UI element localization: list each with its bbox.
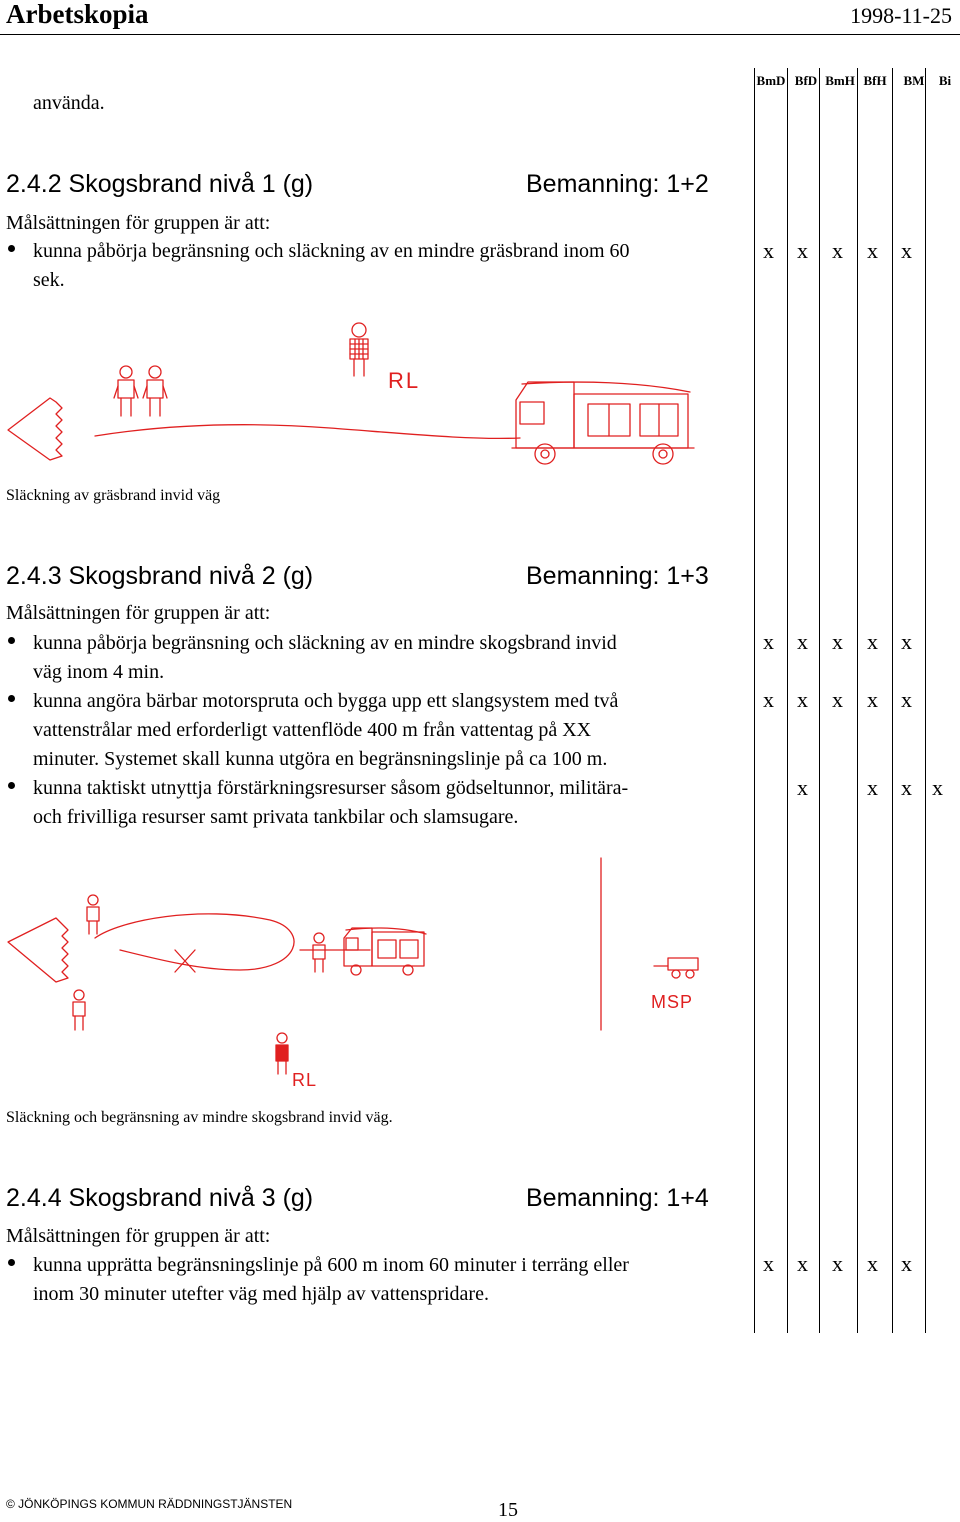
item-line: kunna upprätta begränsningslinje på 600 m inom 60 minuter i terräng eller: [33, 1254, 629, 1276]
staff-mark: x: [832, 687, 843, 712]
item-line: och frivilliga resurser samt privata tankbilar och slamsugare.: [33, 806, 519, 828]
group-leader-icon: [276, 1033, 288, 1074]
hose-line: [95, 914, 294, 970]
item-line: vattenstrålar med erforderligt vattenflöde 400 m från vattentag på XX: [33, 719, 592, 741]
figure-label-msp: MSP: [651, 992, 694, 1012]
grass-fire-diagram: [0, 310, 720, 480]
staff-mark: x: [901, 1251, 912, 1276]
staff-mark: x: [867, 775, 878, 800]
figure-caption: Släckning av gräsbrand invid väg: [6, 487, 221, 504]
firefighter-icon: [313, 933, 325, 972]
figure-caption: Släckning och begränsning av mindre skogsbrand invid väg.: [6, 1109, 393, 1126]
goal-intro: Målsättningen för gruppen är att:: [6, 1225, 271, 1247]
firefighter-icon: [114, 366, 138, 416]
figure-label-rl: RL: [388, 368, 421, 393]
bullet-point: [8, 1259, 15, 1266]
column-header-bfd: BfD: [794, 73, 818, 88]
column-rule: [754, 68, 755, 1333]
bullet-point: [8, 695, 15, 702]
staff-mark: x: [867, 238, 878, 263]
staff-mark: x: [867, 1251, 878, 1276]
staff-mark: x: [797, 775, 808, 800]
section-heading: 2.4.2 Skogsbrand nivå 1 (g): [6, 170, 314, 198]
staff-mark: x: [832, 629, 843, 654]
column-rule: [925, 68, 926, 1333]
staff-mark: x: [797, 238, 808, 263]
column-rule: [787, 68, 788, 1333]
bullet-point: [8, 782, 15, 789]
staff-mark: x: [901, 629, 912, 654]
staff-mark: x: [867, 629, 878, 654]
firefighter-icon: [143, 366, 167, 416]
goal-intro: Målsättningen för gruppen är att:: [6, 602, 271, 624]
staff-mark: x: [763, 687, 774, 712]
column-header-bm: BM: [903, 73, 925, 88]
item-line: kunna taktiskt utnyttja förstärkningsresurser såsom gödseltunnor, militära-: [33, 777, 629, 799]
figure-label-rl: RL: [292, 1070, 318, 1090]
goal-intro: Målsättningen för gruppen är att:: [6, 212, 271, 234]
staff-mark: x: [763, 238, 774, 263]
staff-mark: x: [797, 687, 808, 712]
hose-line: [95, 425, 520, 439]
column-rule: [857, 68, 858, 1333]
staff-mark: x: [901, 775, 912, 800]
column-header-bmd: BmD: [756, 73, 786, 88]
motor-pump-trailer-icon: [654, 958, 698, 978]
staff-mark: x: [901, 238, 912, 263]
item-line: sek.: [33, 269, 65, 291]
fire-front-icon: [8, 398, 62, 460]
fire-front-icon: [8, 918, 68, 982]
firefighter-icon: [73, 990, 85, 1030]
bullet-point: [8, 245, 15, 252]
bullet-point: [8, 637, 15, 644]
staff-mark: x: [901, 687, 912, 712]
staff-mark: x: [867, 687, 878, 712]
item-line: inom 30 minuter utefter väg med hjälp av vattenspridare.: [33, 1283, 489, 1305]
intro-fragment: använda.: [33, 92, 105, 114]
column-header-bfh: BfH: [863, 73, 887, 88]
fire-engine-icon: [512, 382, 694, 464]
staff-mark: x: [832, 238, 843, 263]
forest-fire-diagram: [0, 850, 720, 1100]
document-title: Arbetskopia: [6, 0, 149, 29]
column-rule: [892, 68, 893, 1333]
document-date: 1998-11-25: [850, 3, 952, 28]
header-rule: [0, 34, 960, 35]
nozzle-icon: [175, 950, 195, 972]
firefighter-icon: [87, 895, 99, 934]
staff-mark: x: [763, 1251, 774, 1276]
staffing-label: Bemanning: 1+3: [526, 562, 709, 590]
column-header-bmh: BmH: [825, 73, 855, 88]
staffing-label: Bemanning: 1+2: [526, 170, 709, 198]
item-line: kunna påbörja begränsning och släckning av en mindre skogsbrand invid: [33, 632, 617, 654]
page-number: 15: [498, 1499, 518, 1521]
section-heading: 2.4.3 Skogsbrand nivå 2 (g): [6, 562, 314, 590]
group-leader-icon: [350, 323, 368, 376]
item-line: kunna angöra bärbar motorspruta och bygga upp ett slangsystem med två: [33, 690, 619, 712]
staff-mark: x: [932, 775, 943, 800]
fire-engine-icon: [344, 928, 426, 975]
column-rule: [819, 68, 820, 1333]
section-heading: 2.4.4 Skogsbrand nivå 3 (g): [6, 1184, 314, 1212]
item-line: minuter. Systemet skall kunna utgöra en begränsningslinje på ca 100 m.: [33, 748, 608, 770]
staff-mark: x: [797, 629, 808, 654]
column-header-bi: Bi: [938, 73, 952, 88]
staff-mark: x: [763, 629, 774, 654]
footer-copyright: © JÖNKÖPINGS KOMMUN RÄDDNINGSTJÄNSTEN: [6, 1497, 293, 1511]
staff-mark: x: [832, 1251, 843, 1276]
staffing-label: Bemanning: 1+4: [526, 1184, 709, 1212]
item-line: väg inom 4 min.: [33, 661, 165, 683]
item-line: kunna påbörja begränsning och släckning av en mindre gräsbrand inom 60: [33, 240, 630, 262]
staff-mark: x: [797, 1251, 808, 1276]
